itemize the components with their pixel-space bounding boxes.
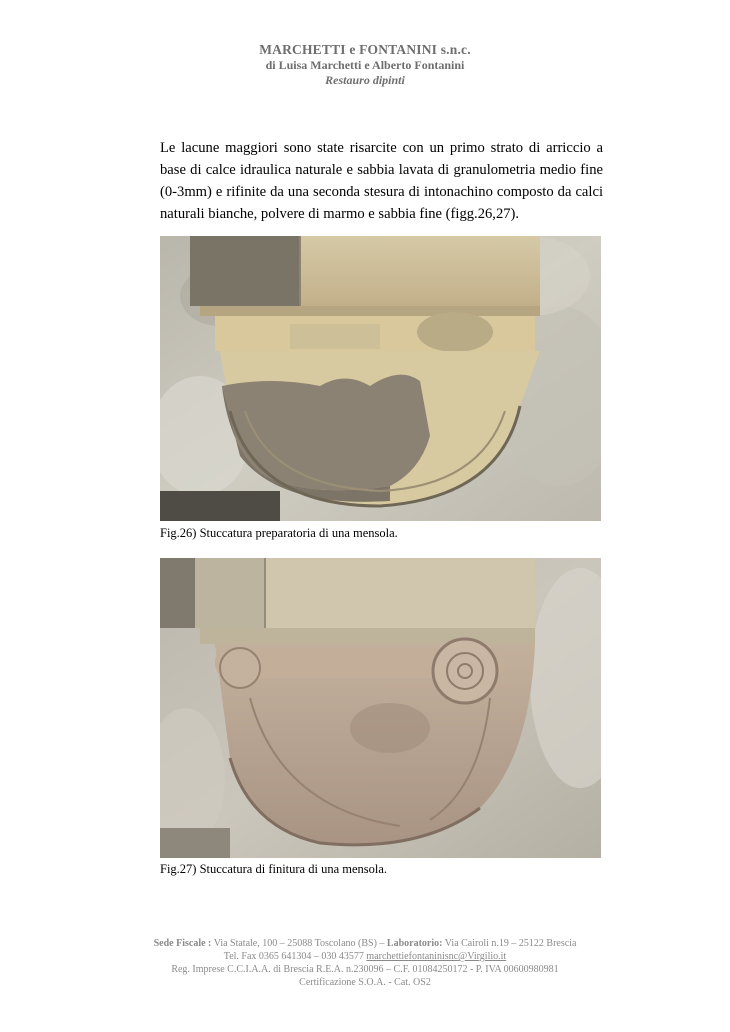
owners-line: di Luisa Marchetti e Alberto Fontanini <box>265 58 465 72</box>
letterhead <box>0 42 730 88</box>
footer-seat-value: Via Statale, 100 – 25088 Toscolano (BS) – <box>211 938 387 949</box>
page-footer <box>0 937 730 989</box>
figure-27-caption: Fig.27) Stuccatura di finitura di una mensola. <box>160 862 388 876</box>
footer-seat-label: Sede Fiscale : <box>153 938 212 949</box>
footer-contact-line <box>0 950 730 963</box>
footer-certification: Certificazione S.O.A. - Cat. OS2 <box>299 977 431 988</box>
footer-registry: Reg. Imprese C.C.I.A.A. di Brescia R.E.A. n.230096 – C.F. 01084250172 - P. IVA 00600980981 <box>171 964 559 975</box>
footer-phone: Tel. Fax 0365 641304 – 030 43577 <box>223 951 367 962</box>
footer-email-link[interactable]: marchettiefontaninisnc@Virgilio.it <box>366 951 507 962</box>
activity-line: Restauro dipinti <box>325 73 405 87</box>
figure-26-photo <box>160 236 601 521</box>
figure-27-photo <box>160 558 601 858</box>
company-name: MARCHETTI e FONTANINI s.n.c. <box>259 42 471 57</box>
footer-lab-label: Laboratorio: <box>386 938 443 949</box>
body-paragraph: Le lacune maggiori sono state risarcite con un primo strato di arriccio a base di calce idraulica naturale e sabbia lavata di granulometria medio fine (0-3mm) e rifinite da una seconda stesura di intonachino composto da calci naturali bianche, polvere di marmo e sabbia fine (figg.26,27). <box>160 140 603 222</box>
figure-26-caption: Fig.26) Stuccatura preparatoria di una mensola. <box>160 526 398 540</box>
footer-lab-value: Via Cairoli n.19 – 25122 Brescia <box>442 938 577 949</box>
footer-address-line <box>0 937 730 950</box>
